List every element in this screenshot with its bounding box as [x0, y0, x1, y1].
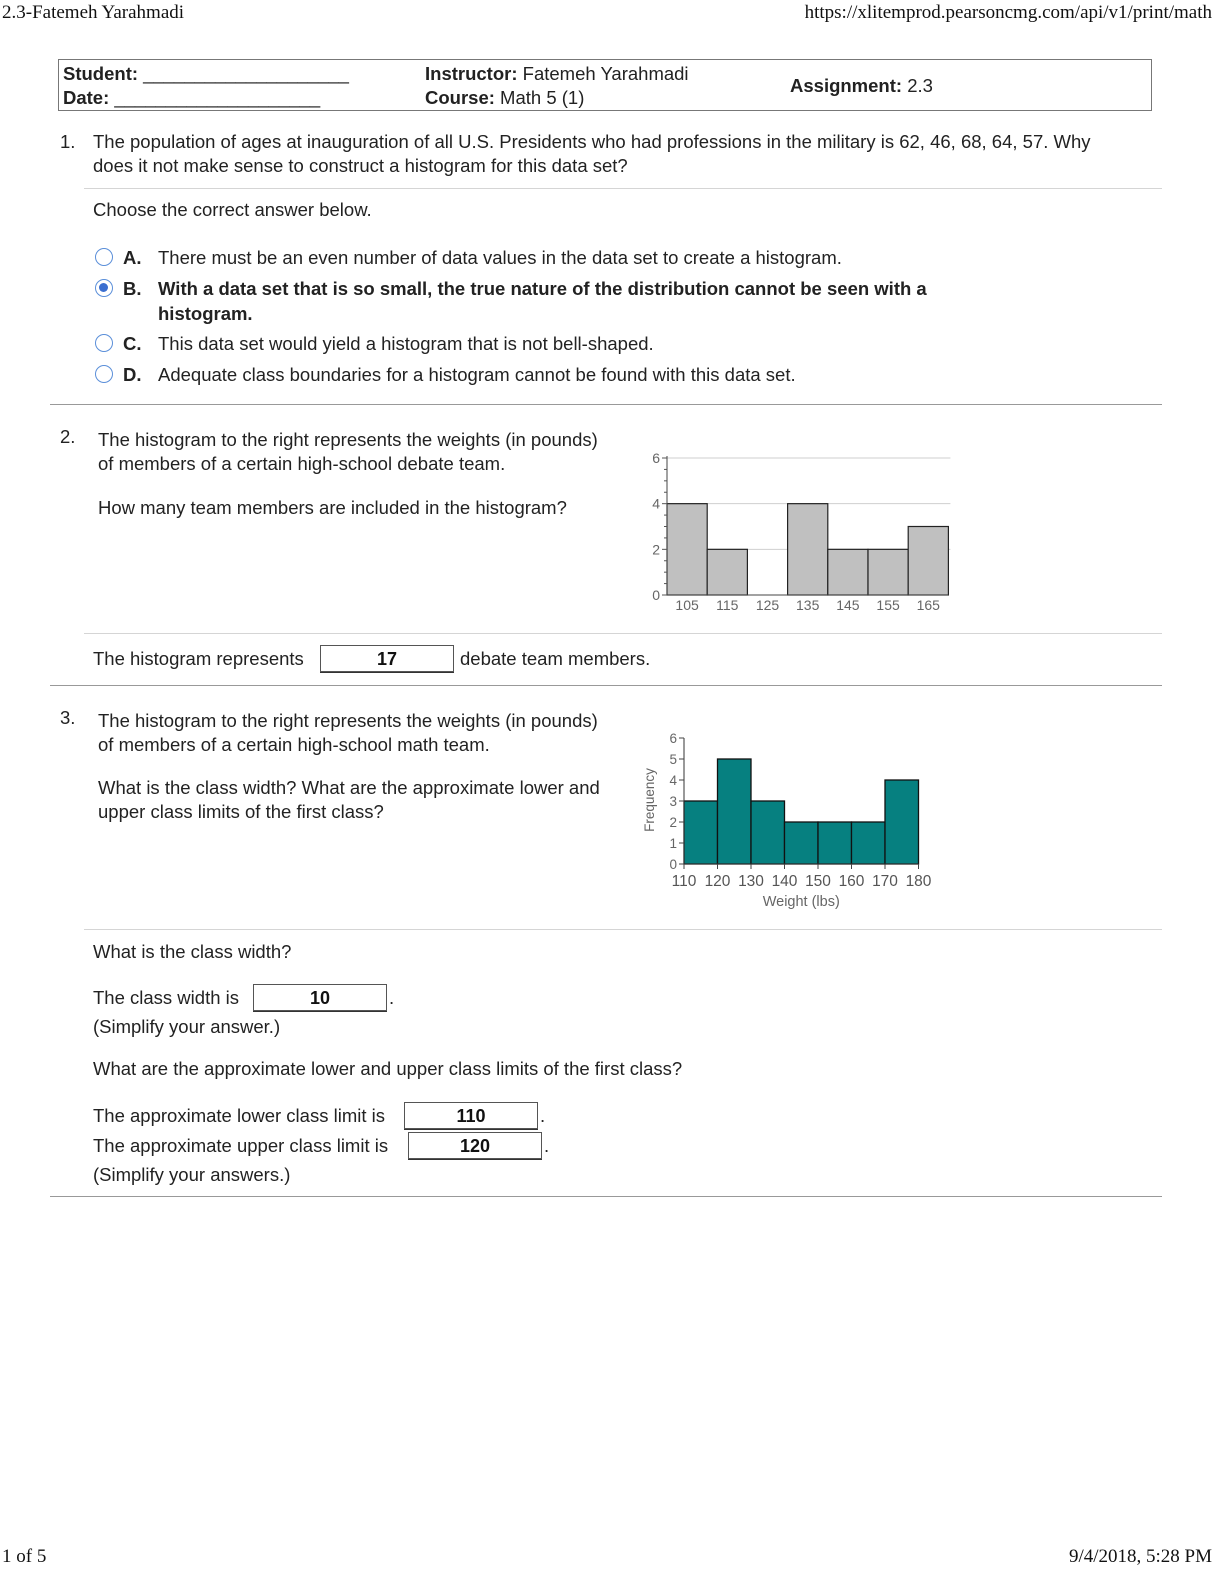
- x-tick-label: 140: [771, 873, 798, 890]
- y-axis-title: Frequency: [642, 768, 657, 832]
- course-label: Course:: [425, 87, 495, 108]
- lower-limit-prefix: The approximate lower class limit is: [93, 1105, 385, 1126]
- q3-sub1-question: What is the class width?: [93, 941, 292, 962]
- x-axis-title: Weight (lbs): [762, 894, 840, 910]
- y-tick-label: 0: [669, 857, 677, 872]
- x-tick-label: 105: [675, 597, 699, 613]
- histogram-bar: [718, 759, 752, 864]
- q1-prompt-line1: The population of ages at inauguration of all U.S. Presidents who had professions in the military is 62, 46, 68, 64, 57. Why: [93, 131, 1091, 152]
- simplify-answers-note: (Simplify your answers.): [93, 1164, 291, 1185]
- histogram-bar: [707, 549, 747, 595]
- x-tick-label: 165: [916, 597, 940, 613]
- class-width-field[interactable]: 10: [253, 984, 387, 1011]
- q2-question: How many team members are included in the histogram?: [98, 497, 567, 518]
- histogram-bar: [788, 504, 828, 595]
- histogram-bar: [667, 504, 707, 595]
- q3-sub2-question: What are the approximate lower and upper class limits of the first class?: [93, 1058, 683, 1079]
- histogram-bar: [684, 801, 718, 864]
- q2-number: 2.: [60, 426, 76, 447]
- y-tick-label: 3: [669, 794, 677, 809]
- x-tick-label: 160: [838, 873, 865, 890]
- footer-timestamp: 9/4/2018, 5:28 PM: [1068, 1546, 1212, 1567]
- y-tick-label: 1: [669, 836, 677, 851]
- q3-number: 3.: [60, 707, 76, 728]
- class-width-prefix: The class width is: [93, 987, 239, 1008]
- assignment-label: Assignment:: [790, 75, 903, 96]
- option-d-letter: D.: [123, 364, 142, 385]
- debate-weights-histogram: [640, 444, 960, 616]
- y-tick-label: 6: [669, 731, 677, 746]
- histogram-bar: [852, 822, 886, 864]
- x-tick-label: 135: [796, 597, 820, 613]
- q1-instruction: Choose the correct answer below.: [93, 199, 372, 220]
- y-tick-label: 0: [652, 587, 660, 603]
- x-tick-label: 170: [872, 873, 898, 890]
- lower-limit-field[interactable]: 110: [404, 1102, 538, 1129]
- course-value: Math 5 (1): [500, 87, 585, 108]
- simplify-answer-note: (Simplify your answer.): [93, 1016, 281, 1037]
- upper-limit-field[interactable]: 120: [408, 1132, 542, 1159]
- option-c-radio[interactable]: [95, 334, 113, 352]
- student-blank: ____________________: [143, 63, 349, 84]
- instructor-label: Instructor:: [425, 63, 518, 84]
- q2-prompt-line2: of members of a certain high-school debate team.: [98, 453, 506, 474]
- option-a-radio[interactable]: [95, 248, 113, 266]
- histogram-bar: [885, 780, 919, 864]
- histogram-bar: [785, 822, 819, 864]
- upper-limit-prefix: The approximate upper class limit is: [93, 1135, 389, 1156]
- option-c-text: This data set would yield a histogram that is not bell-shaped.: [158, 333, 654, 354]
- histogram-bar: [818, 822, 852, 864]
- info-box: [58, 59, 1152, 111]
- x-tick-label: 130: [738, 873, 764, 890]
- q3-question-line2: upper class limits of the first class?: [98, 801, 384, 822]
- x-tick-label: 155: [876, 597, 900, 613]
- class-width-suffix: .: [389, 987, 395, 1008]
- x-tick-label: 110: [671, 873, 697, 890]
- y-tick-label: 4: [669, 773, 677, 788]
- x-tick-label: 180: [905, 873, 932, 890]
- q2-answer-field[interactable]: 17: [320, 645, 454, 672]
- option-b-text-line1: With a data set that is so small, the true nature of the distribution cannot be seen with a: [158, 278, 927, 299]
- x-tick-label: 120: [704, 873, 731, 890]
- histogram-bar: [908, 527, 948, 596]
- option-c-letter: C.: [123, 333, 142, 354]
- option-b-radio[interactable]: [95, 279, 113, 297]
- q1-prompt-line2: does it not make sense to construct a histogram for this data set?: [93, 155, 628, 176]
- q2-answer-prefix: The histogram represents: [93, 648, 304, 669]
- option-d-radio[interactable]: [95, 365, 113, 383]
- footer-page: 1 of 5: [2, 1546, 47, 1567]
- q3-prompt-line1: The histogram to the right represents the weights (in pounds): [98, 710, 598, 731]
- x-tick-label: 125: [755, 597, 780, 613]
- date-blank: ____________________: [114, 87, 321, 108]
- lower-limit-suffix: .: [540, 1105, 546, 1126]
- y-tick-label: 2: [669, 815, 677, 830]
- x-tick-label: 145: [836, 597, 860, 613]
- y-tick-label: 4: [652, 495, 660, 512]
- y-tick-label: 5: [669, 752, 677, 767]
- histogram-bar: [868, 549, 908, 595]
- x-tick-label: 150: [805, 873, 831, 890]
- q1-number: 1.: [60, 131, 76, 152]
- upper-limit-suffix: .: [544, 1135, 550, 1156]
- y-tick-label: 6: [652, 450, 660, 466]
- math-weights-histogram: [640, 728, 950, 916]
- q2-answer-suffix: debate team members.: [460, 648, 651, 669]
- date-label: Date:: [63, 87, 110, 108]
- histogram-bar: [828, 549, 868, 595]
- page-header-title: 2.3-Fatemeh Yarahmadi: [2, 2, 185, 23]
- q3-prompt-line2: of members of a certain high-school math team.: [98, 734, 490, 755]
- option-b-text-line2: histogram.: [158, 303, 253, 324]
- q3-question-line1: What is the class width? What are the approximate lower and: [98, 777, 600, 798]
- option-d-text: Adequate class boundaries for a histogram cannot be found with this data set.: [158, 364, 796, 385]
- q2-prompt-line1: The histogram to the right represents the weights (in pounds): [98, 429, 598, 450]
- assignment-value: 2.3: [907, 75, 933, 96]
- option-a-text: There must be an even number of data values in the data set to create a histogram.: [158, 247, 842, 268]
- y-tick-label: 2: [652, 541, 660, 558]
- x-tick-label: 115: [716, 597, 739, 613]
- student-label: Student:: [63, 63, 139, 84]
- option-a-letter: A.: [123, 247, 142, 268]
- histogram-bar: [751, 801, 785, 864]
- option-b-letter: B.: [123, 278, 142, 299]
- page-header-url: https://xlitemprod.pearsoncmg.com/api/v1/print/math: [804, 2, 1212, 23]
- instructor-value: Fatemeh Yarahmadi: [522, 63, 689, 84]
